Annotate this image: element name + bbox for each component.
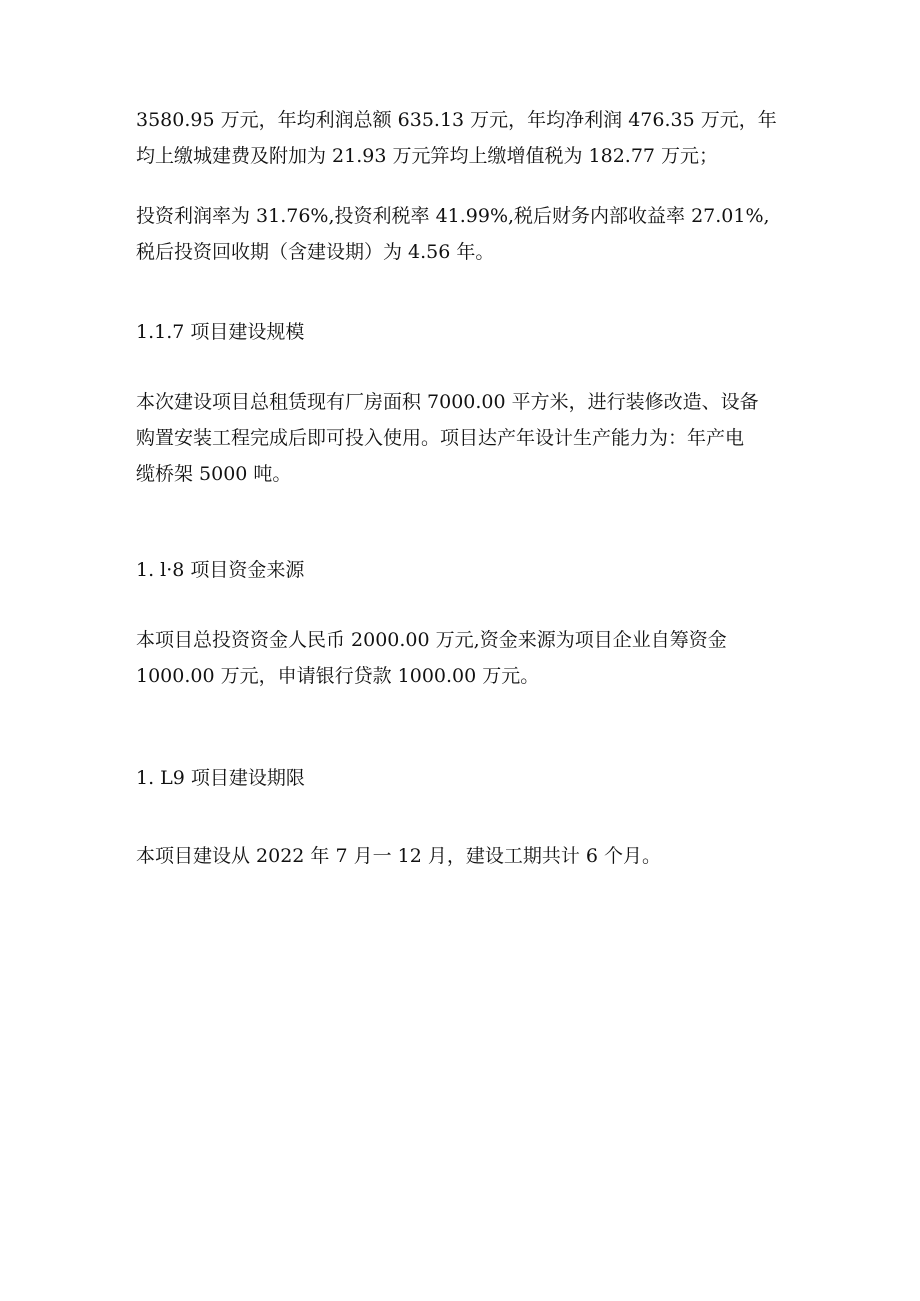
scale-paragraph (136, 384, 796, 492)
summary-line-2: 均上缴城建费及附加为 21.93 万元笄均上缴增值税为 182.77 万元； (136, 145, 719, 167)
schedule-paragraph (136, 838, 796, 874)
funding-line-2: 1000.00 万元，申请银行贷款 1000.00 万元。 (136, 665, 540, 687)
funding-paragraph (136, 622, 796, 694)
funding-line-1: 本项目总投资资金人民币 2000.00 万元,资金来源为项目企业自筹资金 (136, 629, 727, 651)
schedule-line-1: 本项目建设从 2022 年 7 月一 12 月，建设工期共计 6 个月。 (136, 845, 662, 867)
ratio-paragraph (136, 198, 796, 270)
section-heading-1-1-7: 1.1.7 项目建设规模 (136, 321, 305, 343)
scale-line-1: 本次建设项目总租赁现有厂房面积 7000.00 平方米，进行装修改造、设备 (136, 391, 759, 413)
summary-paragraph (136, 102, 796, 174)
ratio-line-1: 投资利润率为 31.76%,投资利税率 41.99%,税后财务内部收益率 27.01%, (136, 205, 770, 227)
ratio-line-2: 税后投资回收期（含建设期）为 4.56 年。 (136, 241, 495, 263)
scale-line-3: 缆桥架 5000 吨。 (136, 463, 292, 485)
summary-line-1: 3580.95 万元，年均利润总额 635.13 万元，年均净利润 476.35 万元，年 (136, 109, 777, 131)
section-heading-1-1-8: 1. l·8 项目资金来源 (136, 559, 305, 581)
section-heading-1-1-9: 1. L9 项目建设期限 (136, 767, 305, 789)
scale-line-2: 购置安装工程完成后即可投入使用。项目达产年设计生产能力为：年产电 (136, 427, 745, 449)
